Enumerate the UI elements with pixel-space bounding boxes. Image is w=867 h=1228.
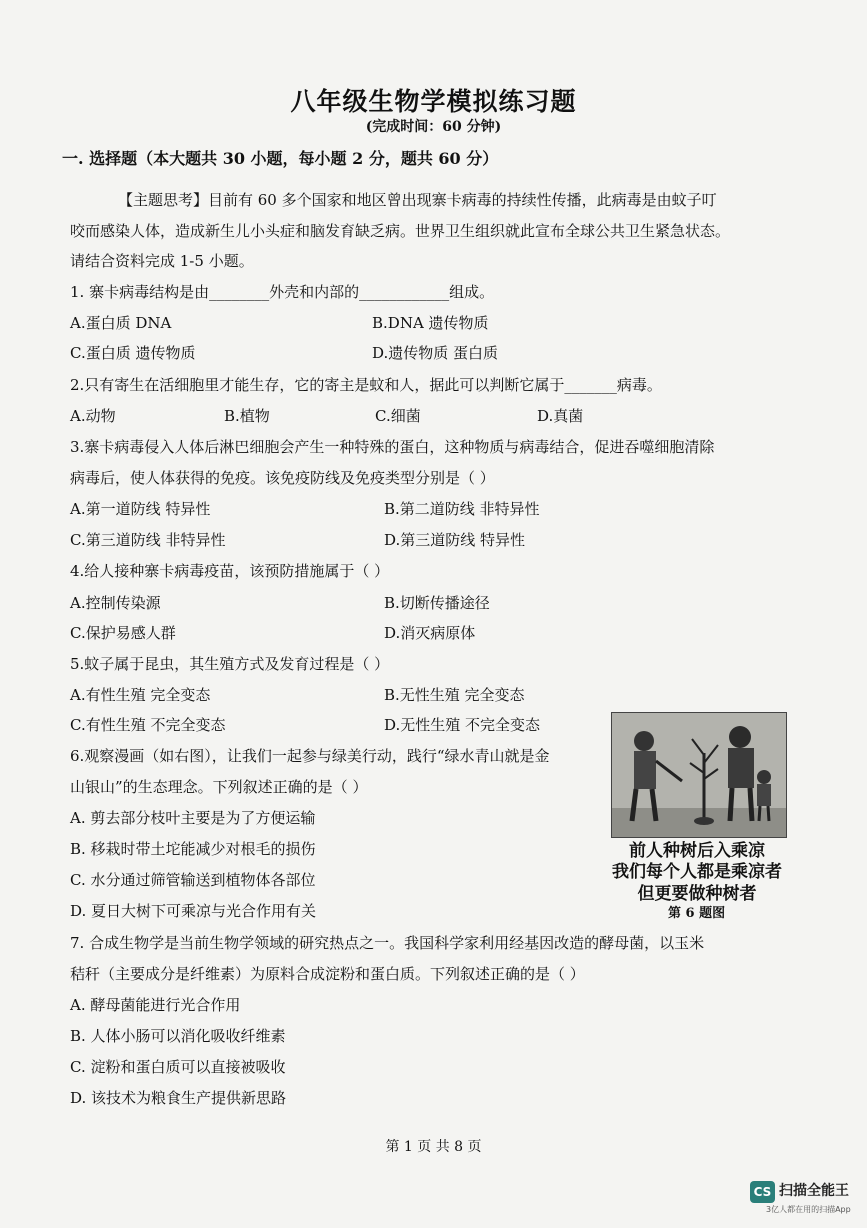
q2-stem: 2.只有寄生在活细胞里才能生存，它的寄主是蚊和人，据此可以判断它属于_______病毒。 [70,376,662,394]
figure-caption-line-3: 但更要做种树者 [637,884,757,904]
figure-caption-line-1: 前人种树后入乘凉 [629,841,765,861]
q6-stem-line-1: 6.观察漫画（如右图），让我们一起参与绿美行动，践行“绿水青山就是金 [70,747,550,765]
q6-option-c: C. 水分通过筛管输送到植物体各部位 [70,871,316,889]
q4-option-c: C.保护易感人群 [70,624,176,642]
q6-cartoon-image [611,712,787,838]
q3-option-c: C.第三道防线 非特异性 [70,531,226,549]
page-subtitle: (完成时间：60 分钟) [365,119,502,135]
q1-option-a: A.蛋白质 DNA [70,314,172,332]
intro-line-1: 【主题思考】目前有 60 多个国家和地区曾出现寨卡病毒的持续性传播，此病毒是由蚊子叮 [118,191,717,209]
scanner-logo-icon: CS [750,1181,775,1203]
intro-line-3: 请结合资料完成 1-5 小题。 [70,252,254,270]
q7-stem-line-1: 7. 合成生物学是当前生物学领域的研究热点之一。我国科学家利用经基因改造的酵母菌，以玉米 [70,934,705,952]
q3-stem-line-2: 病毒后，使人体获得的免疫。该免疫防线及免疫类型分别是（ ） [70,469,495,487]
q2-option-d: D.真菌 [537,407,584,425]
q4-option-a: A.控制传染源 [70,594,161,612]
q7-option-c: C. 淀粉和蛋白质可以直接被吸收 [70,1058,286,1076]
q7-option-b: B. 人体小肠可以消化吸收纤维素 [70,1027,286,1045]
q3-option-a: A.第一道防线 特异性 [70,500,211,518]
q6-stem-line-2: 山银山”的生态理念。下列叙述正确的是（ ） [70,778,368,796]
q5-option-b: B.无性生殖 完全变态 [384,686,525,704]
q3-stem-line-1: 3.寨卡病毒侵入人体后淋巴细胞会产生一种特殊的蛋白，这种物质与病毒结合，促进吞噬细胞清除 [70,438,715,456]
q7-stem-line-2: 秸秆（主要成分是纤维素）为原料合成淀粉和蛋白质。下列叙述正确的是（ ） [70,965,585,983]
q1-option-b: B.DNA 遗传物质 [372,314,489,332]
intro-line-2: 咬而感染人体，造成新生儿小头症和脑发育缺乏病。世界卫生组织就此宣布全球公共卫生紧急状态。 [70,222,731,240]
q6-option-b: B. 移栽时带土坨能减少对根毛的损伤 [70,840,316,858]
scanner-app-name: 扫描全能王 [779,1183,849,1199]
q3-option-d: D.第三道防线 特异性 [384,531,526,549]
q7-option-d: D. 该技术为粮食生产提供新思路 [70,1089,287,1107]
q5-option-d: D.无性生殖 不完全变态 [384,716,541,734]
figure-caption-line-2: 我们每个人都是乘凉者 [612,862,782,882]
q2-option-a: A.动物 [70,407,116,425]
q4-option-b: B.切断传播途径 [384,594,490,612]
scanner-app-tagline: 3亿人都在用的扫描App [766,1205,851,1214]
q1-option-c: C.蛋白质 遗传物质 [70,344,196,362]
q5-stem: 5.蚊子属于昆虫，其生殖方式及发育过程是（ ） [70,655,390,673]
q5-option-c: C.有性生殖 不完全变态 [70,716,226,734]
q4-stem: 4.给人接种寨卡病毒疫苗，该预防措施属于（ ） [70,562,390,580]
q2-option-b: B.植物 [224,407,270,425]
figure-label: 第 6 题图 [668,906,726,921]
q6-option-d: D. 夏日大树下可乘凉与光合作用有关 [70,902,317,920]
q5-option-a: A.有性生殖 完全变态 [70,686,211,704]
page-title: 八年级生物学模拟练习题 [290,87,577,116]
section-heading: 一. 选择题（本大题共 30 小题，每小题 2 分，题共 60 分） [62,149,499,168]
q4-option-d: D.消灭病原体 [384,624,476,642]
q7-option-a: A. 酵母菌能进行光合作用 [70,996,241,1014]
q2-option-c: C.细菌 [375,407,421,425]
q3-option-b: B.第二道防线 非特异性 [384,500,540,518]
q1-stem: 1. 寨卡病毒结构是由________外壳和内部的____________组成。 [70,283,495,301]
page-footer: 第 1 页 共 8 页 [385,1139,482,1155]
q6-option-a: A. 剪去部分枝叶主要是为了方便运输 [70,809,316,827]
q1-option-d: D.遗传物质 蛋白质 [372,344,499,362]
